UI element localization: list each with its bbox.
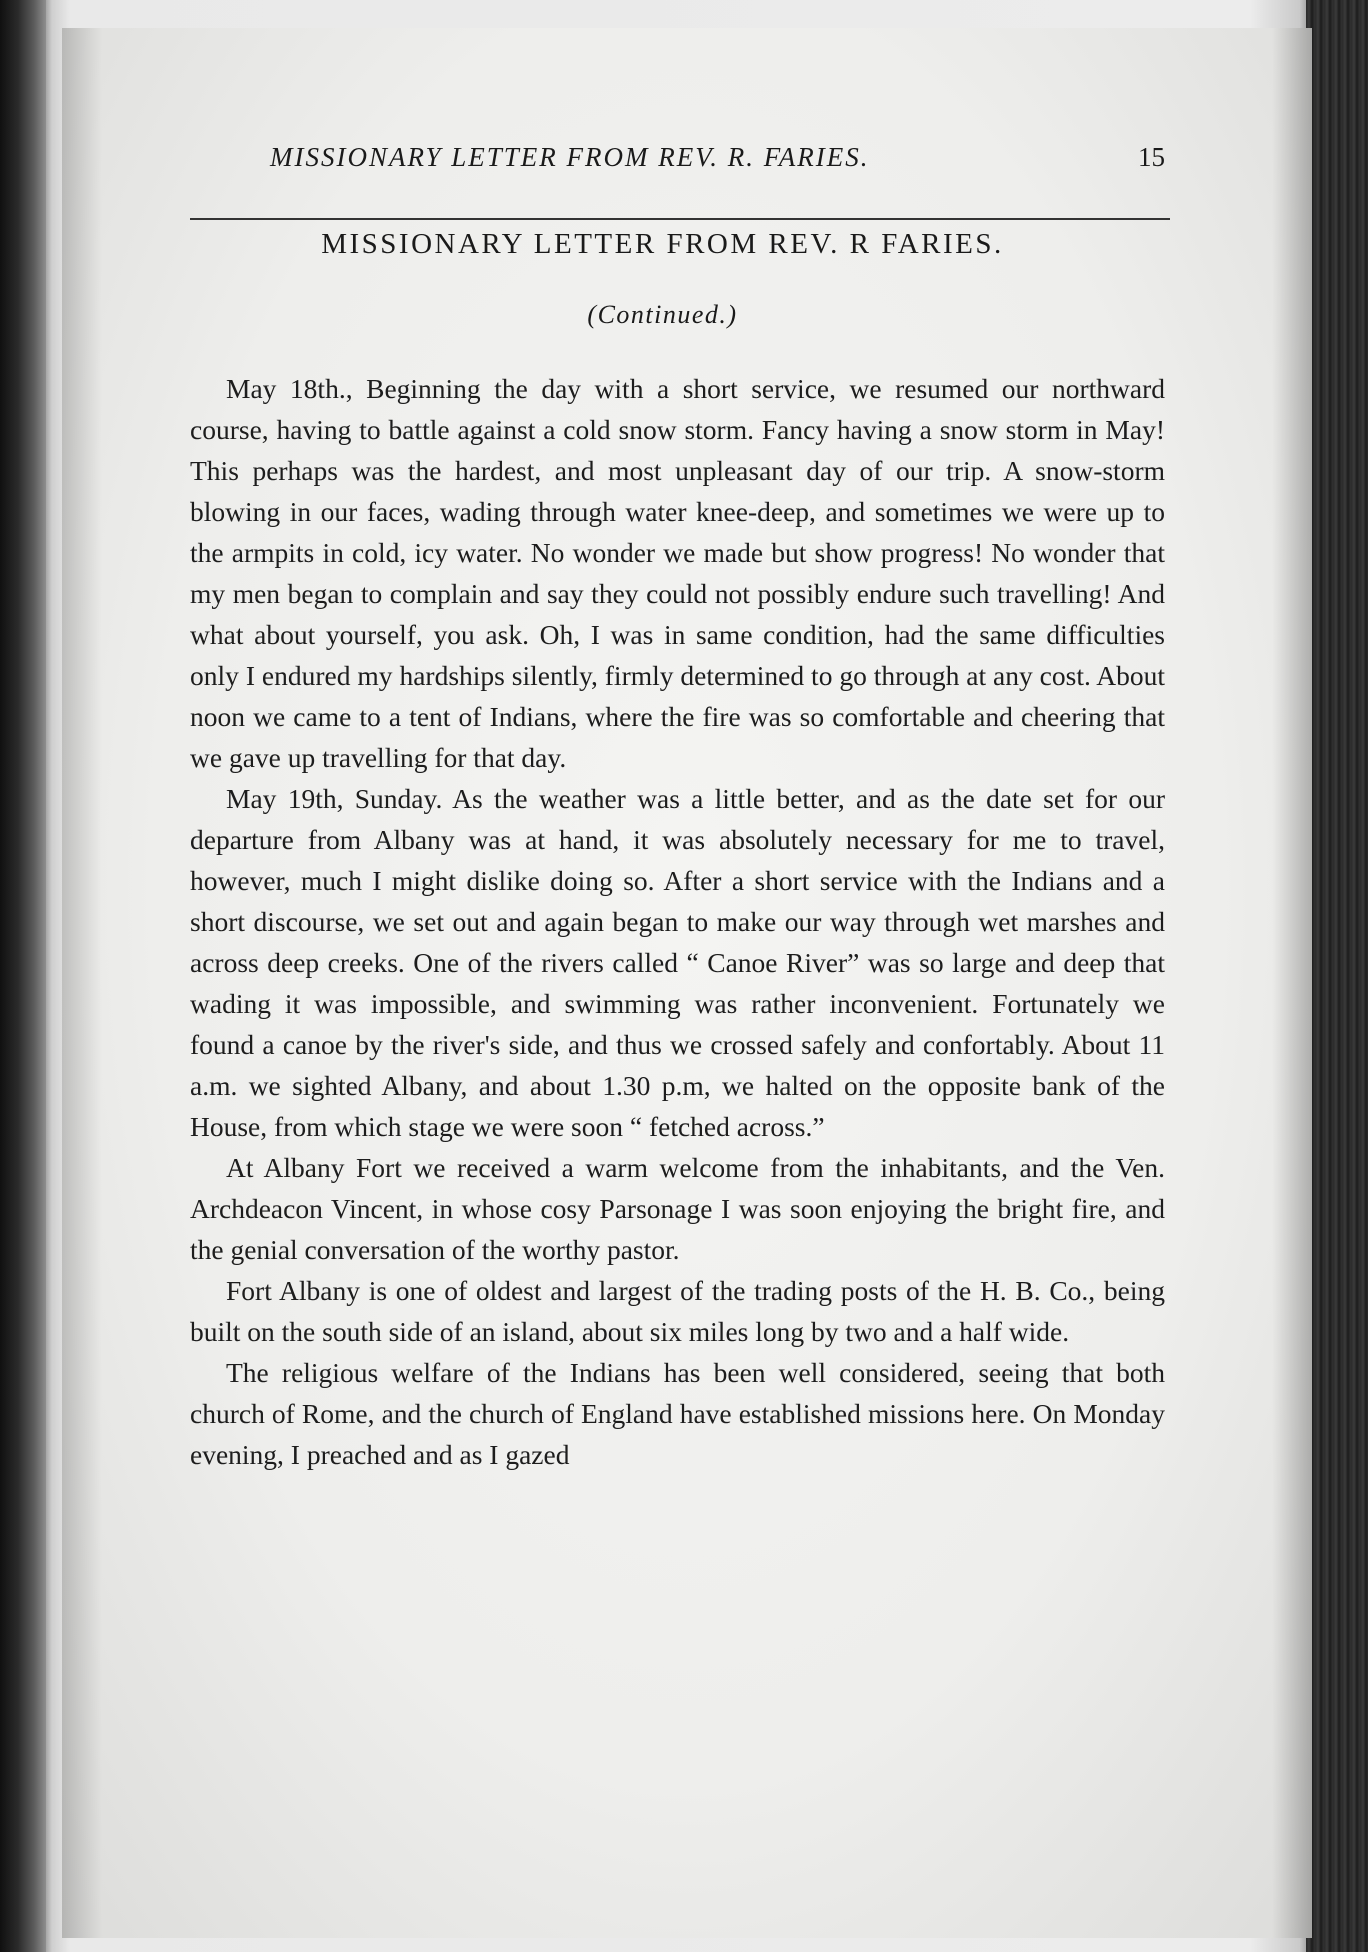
- page-number: 15: [1138, 142, 1165, 172]
- edge-shadow: [1272, 28, 1312, 1938]
- paragraph: May 19th, Sunday. As the weather was a little better, and as the date set for our departure from Albany was at hand, it was absolutely necessary for me to travel, however, much I might dislike doing so. After a short service with the Indians and a short discourse, we set out and again began to make our way through wet marshes and across deep creeks. One of the rivers called “ Canoe River” was so large and deep that wading it was impossible, and swimming was rather inconvenient. Fortunately we found a canoe by the river's side, and thus we crossed safely and confortably. About 11 a.m. we sighted Albany, and about 1.30 p.m, we halted on the opposite bank of the House, from which stage we were soon “ fetched across.”: [190, 783, 1165, 1142]
- gutter-shadow: [62, 28, 102, 1938]
- book-fore-edge: [1306, 0, 1368, 1952]
- paragraph: Fort Albany is one of oldest and largest of the trading posts of the H. B. Co., being built on the south side of an island, about six miles long by two and a half wide.: [190, 1275, 1165, 1347]
- article-title: MISSIONARY LETTER FROM REV. R FARIES.: [321, 228, 1004, 260]
- running-head: [150, 130, 1175, 190]
- article-body: [190, 368, 1165, 1475]
- left-page-edge: [0, 0, 46, 1952]
- paragraph: The religious welfare of the Indians has been well considered, seeing that both church of Rome, and the church of England have established missions here. On Monday evening, I preached and as I gazed: [190, 1357, 1165, 1470]
- paragraph: May 18th., Beginning the day with a short service, we resumed our northward course, having to battle against a cold snow storm. Fancy having a snow storm in May! This perhaps was the hardest, and most unpleasant day of our trip. A snow-storm blowing in our faces, wading through water knee-deep, and sometimes we were up to the armpits in cold, icy water. No wonder we made but show progress! No wonder that my men began to complain and say they could not possibly endure such travelling! And what about yourself, you ask. Oh, I was in same condition, had the same difficulties only I endured my hardships silently, firmly determined to go through at any cost. About noon we came to a tent of Indians, where the fire was so comfortable and cheering that we gave up travelling for that day.: [190, 373, 1165, 773]
- paragraph: At Albany Fort we received a warm welcome from the inhabitants, and the Ven. Archdeacon Vincent, in whose cosy Parsonage I was soon enjoying the bright fire, and the genial conversation of the worthy pastor.: [190, 1152, 1165, 1265]
- header-rule: [190, 218, 1170, 220]
- running-title: MISSIONARY LETTER FROM REV. R. FARIES.: [270, 142, 870, 172]
- article-subtitle: (Continued.): [587, 300, 738, 329]
